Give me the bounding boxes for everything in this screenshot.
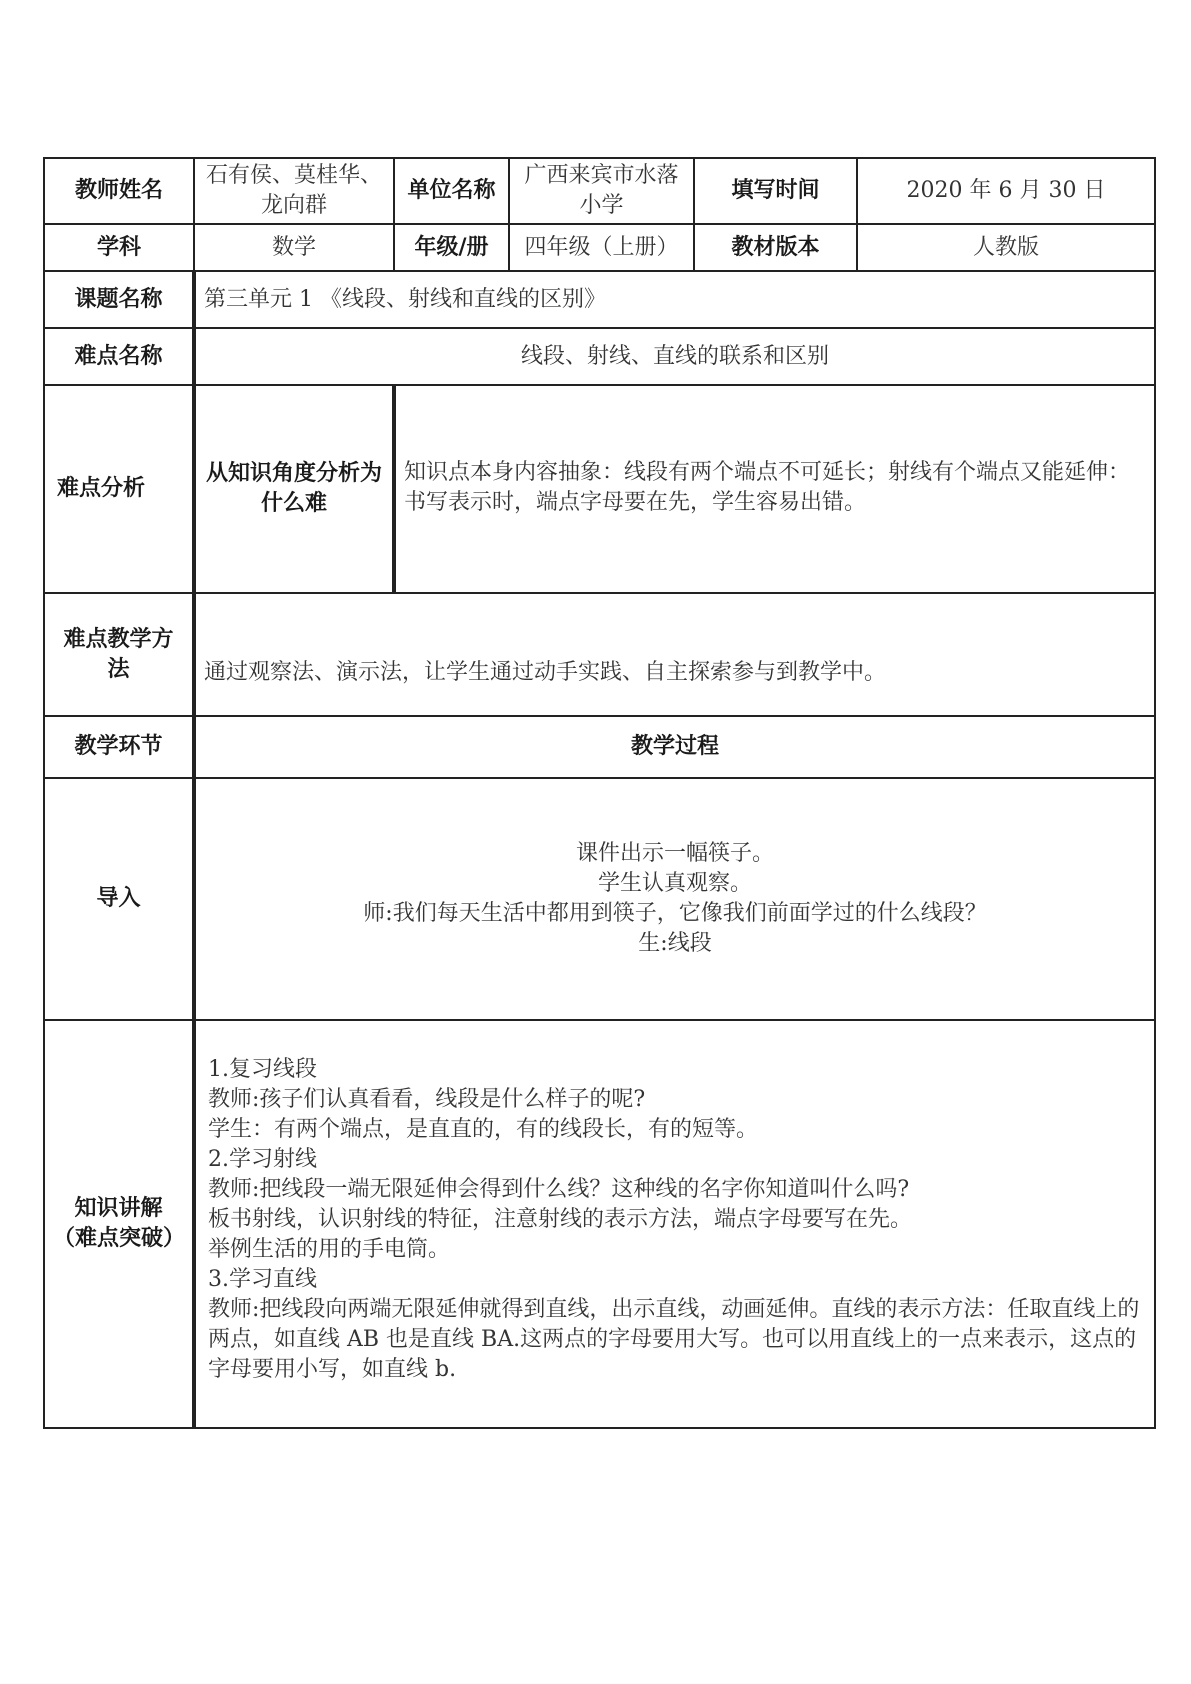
- teacher-label: 教师姓名: [44, 158, 194, 224]
- method-text: 通过观察法、演示法，让学生通过动手实践、自主探索参与到教学中。: [194, 593, 1155, 716]
- edition-label: 教材版本: [694, 224, 857, 271]
- intro-line: 学生认真观察。: [597, 871, 752, 896]
- difficulty-label: 难点名称: [44, 328, 194, 385]
- teacher-value: 石有侯、莫桂华、龙向群: [194, 158, 394, 224]
- analysis-text: 知识点本身内容抽象：线段有两个端点不可延长；射线有个端点又能延伸：书写表示时，端点字母要在先，学生容易出错。: [394, 385, 1155, 593]
- knowledge-line: 举例生活的用的手电筒。: [208, 1237, 451, 1262]
- header-row-2: [44, 224, 1155, 271]
- unit-label: 单位名称: [394, 158, 509, 224]
- analysis-label: 难点分析: [44, 385, 194, 593]
- intro-label: 导入: [44, 778, 194, 1020]
- subject-value: 数学: [194, 224, 394, 271]
- knowledge-line: 1.复习线段: [208, 1057, 317, 1082]
- intro-row: [44, 778, 1155, 1020]
- method-row: [44, 593, 1155, 716]
- intro-line: 师:我们每天生活中都用到筷子，它像我们前面学过的什么线段？: [363, 901, 987, 926]
- process-header-row: [44, 716, 1155, 778]
- date-label: 填写时间: [694, 158, 857, 224]
- difficulty-row: [44, 328, 1155, 385]
- difficulty-value: 线段、射线、直线的联系和区别: [194, 328, 1155, 385]
- topic-label: 课题名称: [44, 271, 194, 328]
- intro-body: [194, 778, 1155, 1020]
- process-label: 教学过程: [194, 716, 1155, 778]
- knowledge-line: 3.学习直线: [208, 1267, 317, 1292]
- analysis-row: [44, 385, 1155, 593]
- knowledge-line: 板书射线，认识射线的特征，注意射线的表示方法，端点字母要写在先。: [208, 1207, 913, 1232]
- date-value: 2020 年 6 月 30 日: [857, 158, 1155, 224]
- knowledge-line: 学生：有两个端点，是直直的，有的线段长，有的短等。: [208, 1117, 759, 1142]
- knowledge-line: 教师:把线段向两端无限延伸就得到直线，出示直线，动画延伸。直线的表示方法：任取直线上的两点，如直线 AB 也是直线 BA.这两点的字母要用大写。也可以用直线上的一点来表示，这点的字母要用小写，如直线 b.: [208, 1297, 1140, 1382]
- intro-line: 课件出示一幅筷子。: [575, 841, 774, 866]
- knowledge-line: 教师:把线段一端无限延伸会得到什么线？这种线的名字你知道叫什么吗?: [208, 1177, 910, 1202]
- topic-value: 第三单元 1 《线段、射线和直线的区别》: [194, 271, 1155, 328]
- unit-value: 广西来宾市水落小学: [509, 158, 694, 224]
- intro-line: 生:线段: [638, 931, 712, 956]
- lesson-plan-table: [43, 157, 1156, 1429]
- analysis-sub-label: 从知识角度分析为什么难: [194, 385, 394, 593]
- stage-label: 教学环节: [44, 716, 194, 778]
- subject-label: 学科: [44, 224, 194, 271]
- method-label: 难点教学方法: [44, 593, 194, 716]
- knowledge-body: [194, 1020, 1155, 1428]
- knowledge-label: 知识讲解（难点突破）: [44, 1020, 194, 1428]
- grade-value: 四年级（上册）: [509, 224, 694, 271]
- knowledge-row: [44, 1020, 1155, 1428]
- edition-value: 人教版: [857, 224, 1155, 271]
- knowledge-line: 2.学习射线: [208, 1147, 317, 1172]
- grade-label: 年级/册: [394, 224, 509, 271]
- topic-row: [44, 271, 1155, 328]
- knowledge-line: 教师:孩子们认真看看，线段是什么样子的呢?: [208, 1087, 646, 1112]
- header-row-1: [44, 158, 1155, 224]
